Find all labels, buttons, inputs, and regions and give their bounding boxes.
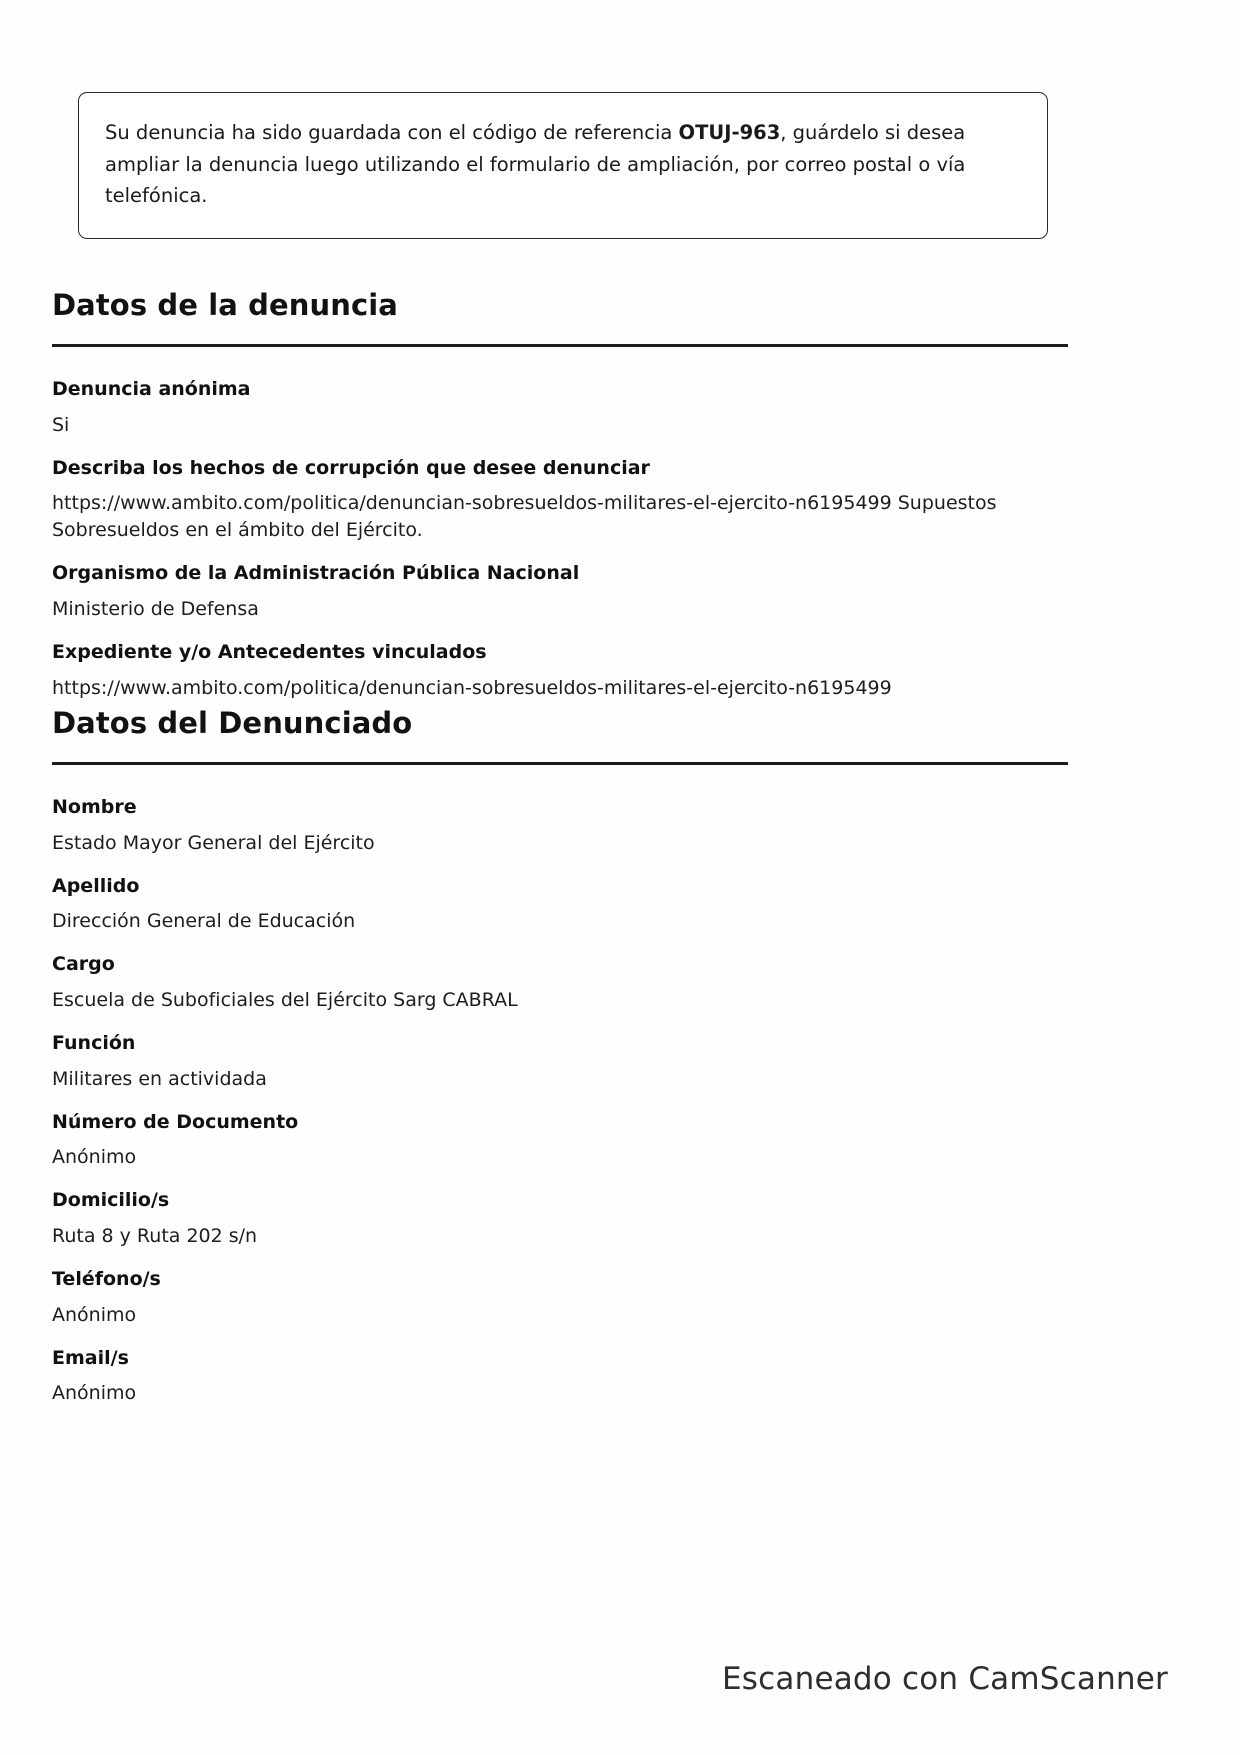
notice-prefix: Su denuncia ha sido guardada con el código de referencia — [105, 121, 679, 144]
field-label-numero-documento: Número de Documento — [52, 1110, 299, 1133]
field-value-telefonos: Anónimo — [52, 1303, 137, 1326]
field-value-expediente: https://www.ambito.com/politica/denuncian-sobresueldos-militares-el-ejercito-n6195499 — [52, 676, 892, 699]
field-label-emails: Email/s — [52, 1346, 129, 1369]
camscanner-watermark: Escaneado con CamScanner — [722, 1661, 1168, 1697]
field-label-apellido: Apellido — [52, 874, 140, 897]
field-value-cargo: Escuela de Suboficiales del Ejército Sarg CABRAL — [52, 989, 518, 1011]
field-value-domicilios: Ruta 8 y Ruta 202 s/n — [52, 1224, 258, 1247]
field-value-organismo: Ministerio de Defensa — [52, 597, 259, 620]
field-label-organismo: Organismo de la Administración Pública Nacional — [52, 562, 580, 585]
section-title: Datos de la denuncia — [52, 288, 398, 322]
notice-suffix: , guárdelo si desea ampliar la denuncia luego utilizando el formulario de ampliación, por correo postal o vía telefónica. — [105, 121, 966, 208]
field-label-funcion: Función — [52, 1031, 136, 1054]
field-label-cargo: Cargo — [52, 953, 115, 976]
reference-code-notice — [78, 92, 1048, 239]
field-label-telefonos: Teléfono/s — [52, 1267, 161, 1290]
section-datos-denuncia — [52, 288, 1072, 719]
section-title: Datos del Denunciado — [52, 706, 413, 740]
notice-text — [105, 117, 1021, 212]
section-divider — [52, 344, 1068, 347]
reference-code: OTUJ-963 — [678, 121, 781, 144]
field-value-funcion: Militares en actividada — [52, 1067, 267, 1090]
field-value-denuncia-anonima: Si — [52, 413, 70, 436]
field-value-emails: Anónimo — [52, 1382, 137, 1405]
field-label-expediente: Expediente y/o Antecedentes vinculados — [52, 640, 487, 663]
field-value-apellido: Dirección General de Educación — [52, 910, 356, 933]
section-datos-denunciado — [52, 706, 1072, 1424]
field-label-hechos: Describa los hechos de corrupción que desee denunciar — [52, 456, 650, 479]
section-divider — [52, 762, 1068, 765]
field-label-denuncia-anonima: Denuncia anónima — [52, 378, 251, 400]
field-value-numero-documento: Anónimo — [52, 1146, 137, 1169]
field-label-domicilios: Domicilio/s — [52, 1189, 170, 1212]
field-value-hechos: https://www.ambito.com/politica/denuncian-sobresueldos-militares-el-ejercito-n6195499 Supuestos Sobresueldos en el ámbito del Ejército. — [52, 492, 997, 542]
field-value-nombre: Estado Mayor General del Ejército — [52, 831, 375, 854]
field-label-nombre: Nombre — [52, 796, 137, 818]
